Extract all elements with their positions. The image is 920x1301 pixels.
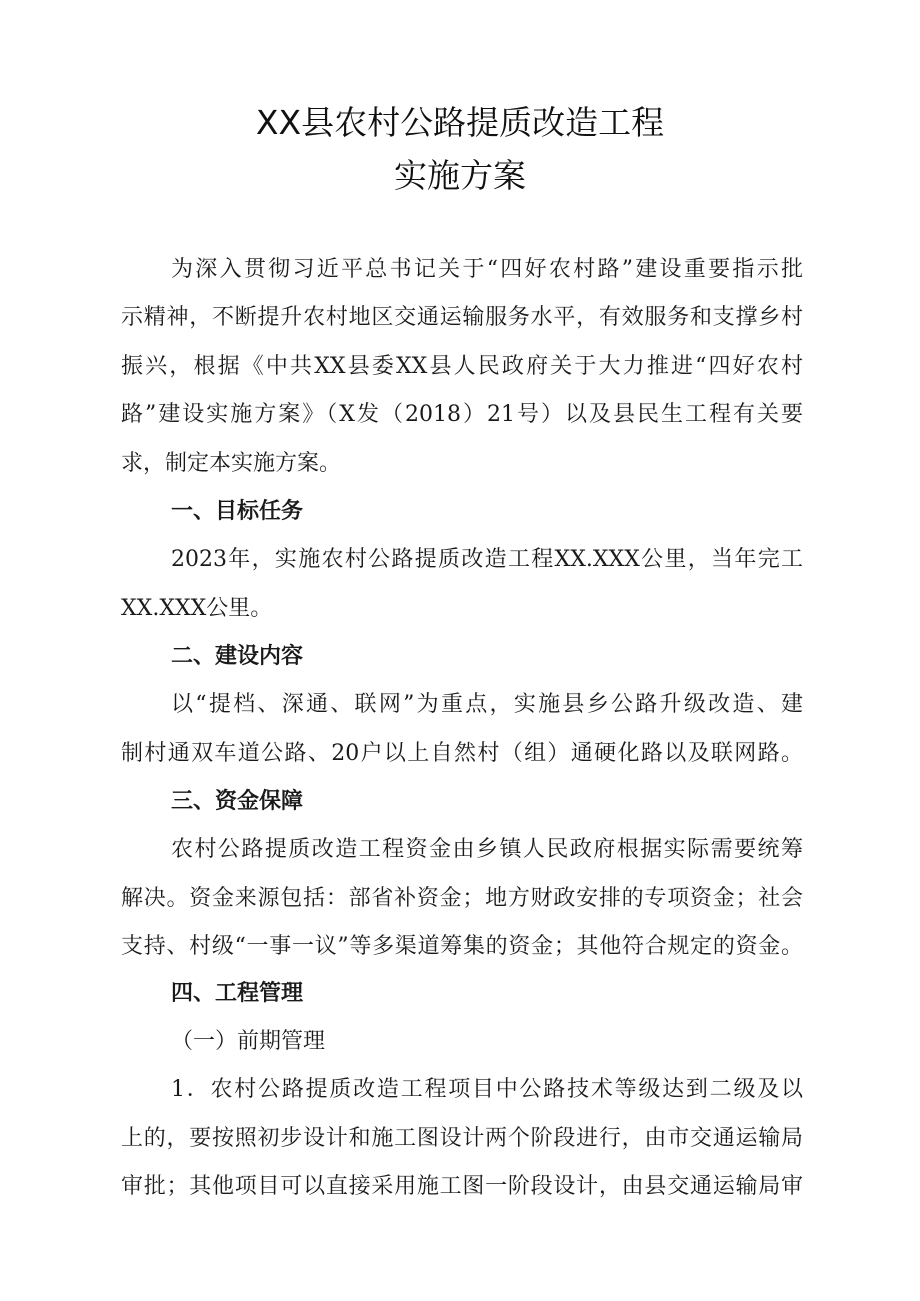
paragraph-line: 农村公路提质改造工程资金由乡镇人民政府根据实际需要统筹: [171, 837, 803, 862]
paragraph-line: 支持、村级“一事一议”等多渠道筹集的资金；其他符合规定的资金。: [121, 934, 803, 959]
paragraph-line: 为深入贯彻习近平总书记关于“四好农村路”建设重要指示批: [171, 257, 803, 282]
paragraph-line: 上的，要按照初步设计和施工图设计两个阶段进行，由市交通运输局: [121, 1126, 803, 1151]
paragraph-line: 制村通双车道公路、20户以上自然村（组）通硬化路以及联网路。: [121, 741, 803, 766]
paragraph-line: 审批；其他项目可以直接采用施工图一阶段设计，由县交通运输局审: [121, 1174, 803, 1199]
section-heading: 一、目标任务: [171, 499, 304, 524]
section-heading: 三、资金保障: [171, 789, 304, 814]
paragraph-line: 示精神，不断提升农村地区交通运输服务水平，有效服务和支撑乡村: [121, 305, 803, 330]
subsection-heading: （一）前期管理: [171, 1029, 326, 1054]
paragraph-line: 以“提档、深通、联网”为重点，实施县乡公路升级改造、建: [171, 692, 803, 717]
paragraph-line: 振兴，根据《中共XX县委XX县人民政府关于大力推进“四好农村: [121, 354, 803, 379]
paragraph-line: 解决。资金来源包括：部省补资金；地方财政安排的专项资金；社会: [121, 886, 803, 911]
paragraph-line: 1．农村公路提质改造工程项目中公路技术等级达到二级及以: [171, 1077, 803, 1102]
section-heading: 四、工程管理: [171, 981, 304, 1006]
document-title: XX县农村公路提质改造工程: [255, 103, 665, 142]
paragraph-line: 路”建设实施方案》（X发（2018）21号）以及县民生工程有关要: [121, 402, 803, 427]
section-heading: 二、建设内容: [171, 644, 304, 669]
paragraph-line: 求，制定本实施方案。: [121, 451, 342, 476]
paragraph-line: XX.XXX公里。: [121, 596, 273, 621]
paragraph-line: 2023年，实施农村公路提质改造工程XX.XXX公里，当年完工: [171, 547, 803, 572]
document-subtitle: 实施方案: [394, 156, 526, 195]
